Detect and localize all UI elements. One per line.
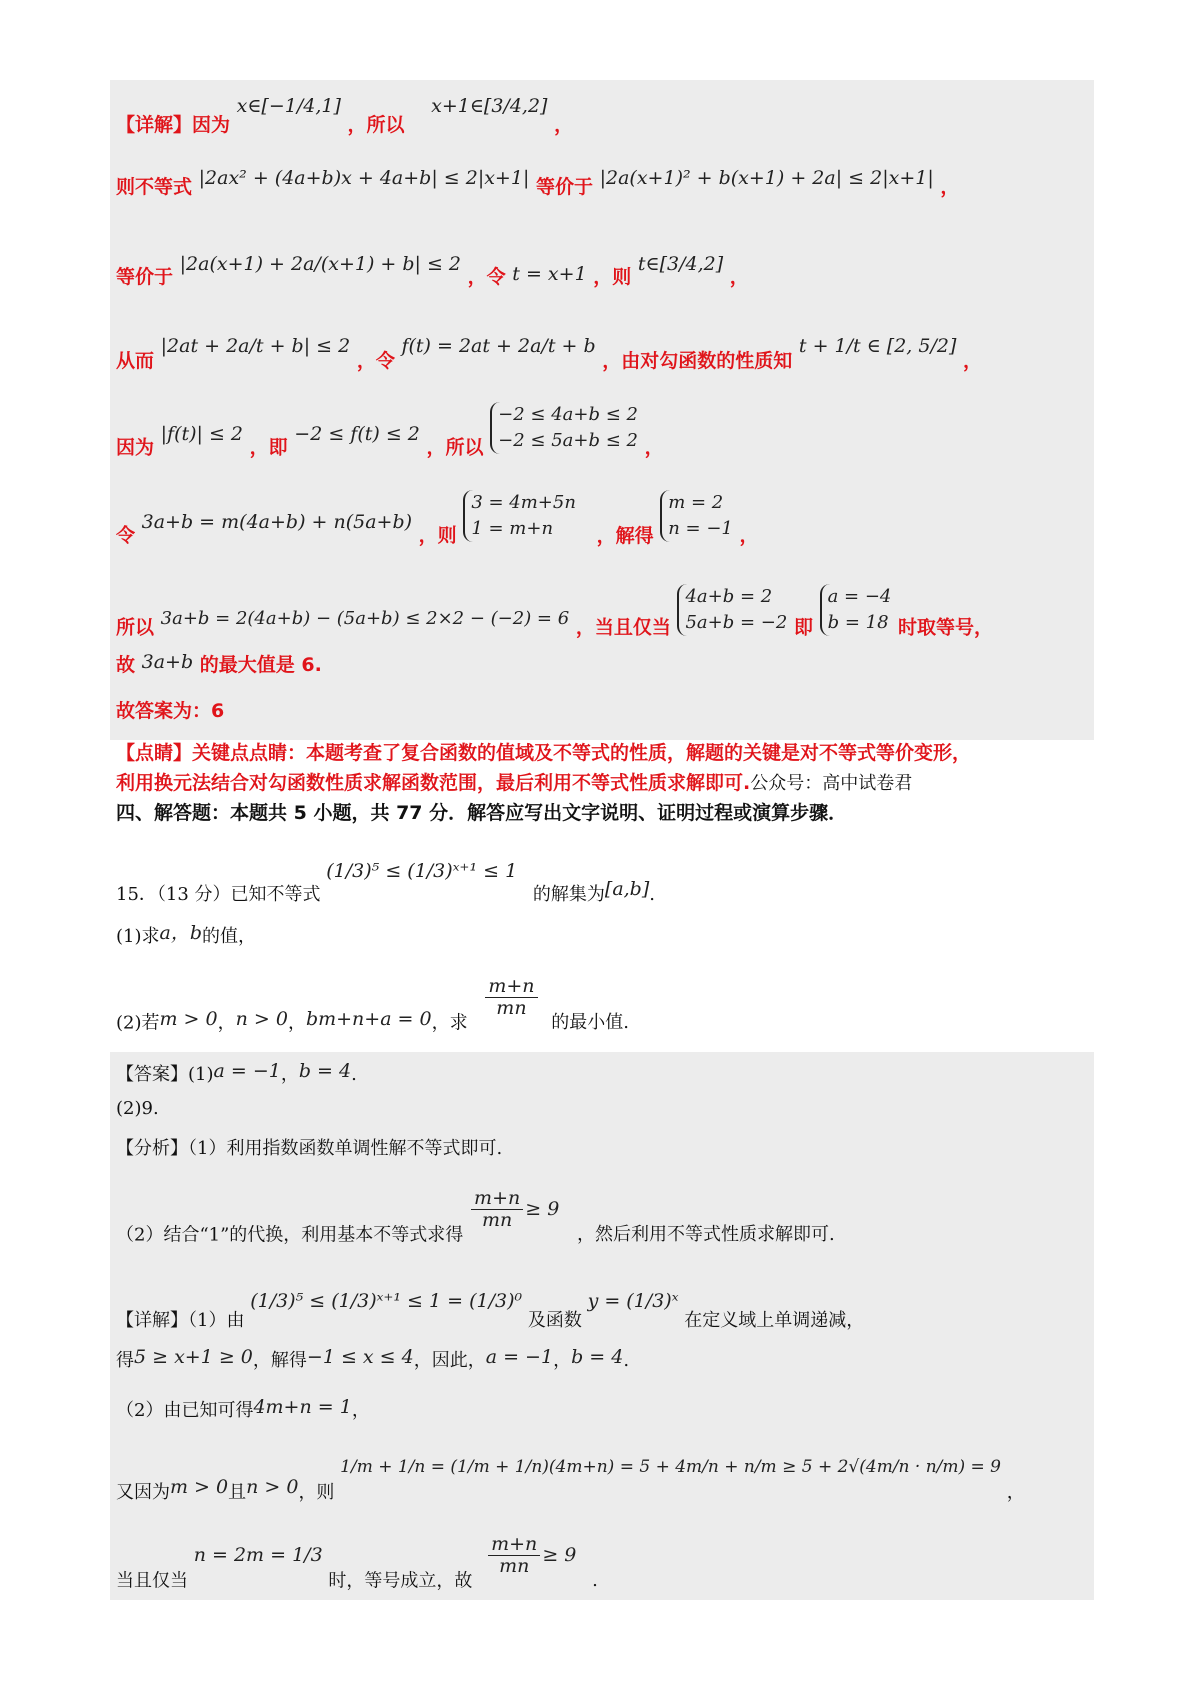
math-am-gm: 1/m + 1/n = (1/m + 1/n)(4m+n) = 5 + 4m/n + n/m ≥ 5 + 2√(4m/n · n/m) = 9 (340, 1457, 1001, 1477)
text: ，即 (249, 436, 288, 459)
detail1-line5 (116, 404, 1114, 474)
math-solution-ab (820, 584, 892, 636)
text: ， (963, 350, 983, 372)
text: 【答案】(1) (116, 1064, 214, 1085)
text: ，因此， (413, 1350, 486, 1371)
system-row: m = 2 (668, 492, 724, 513)
text: . (592, 1570, 598, 1592)
text: . (351, 1064, 357, 1085)
text: ， (1006, 1482, 1025, 1503)
analysis-line2 (116, 1187, 1114, 1257)
text: ，则 (593, 266, 632, 288)
comment-line2-red: 利用换元法结合对勾函数性质求解函数范围，最后利用不等式性质求解即可. (116, 772, 751, 794)
text: ，所以 (347, 114, 405, 136)
system-row: −2 ≤ 5a+b ≤ 2 (498, 430, 638, 452)
text: 的解集为 (532, 884, 605, 905)
math-n-positive: n > 0 (246, 1476, 299, 1498)
math-ge-9: ≥ 9 (525, 1198, 560, 1221)
detail2-line3 (116, 1396, 1114, 1422)
math-fraction-target (485, 976, 537, 1019)
math-fraction-bound (471, 1188, 523, 1231)
math-t-inequality: |2at + 2a/t + b| ≤ 2 (160, 334, 351, 357)
math-exp-bounds: 5 ≥ x+1 ≥ 0 (134, 1346, 253, 1368)
text: ，然后利用不等式性质求解即可. (577, 1224, 835, 1246)
math-system-bounds (490, 402, 638, 454)
math-3a-b: 3a+b (141, 650, 194, 673)
system-row: b = 18 (827, 612, 889, 634)
text: ，则 (418, 524, 457, 547)
text: ， (739, 524, 759, 547)
numerator: m+n (485, 976, 537, 998)
detail2-line4 (116, 1457, 1114, 1504)
text: 因为 (116, 436, 155, 459)
comment-line2-source: 公众号：高中试卷君 (750, 773, 913, 794)
system-row: 4a+b = 2 (685, 586, 773, 607)
text: 得 (116, 1350, 134, 1371)
math-substitution: t = x+1 (512, 262, 587, 285)
detail2-line5 (116, 1533, 1114, 1603)
math-exp-function: y = (1/3)ˣ (587, 1290, 679, 1312)
math-q15-inequality: (1/3)⁵ ≤ (1/3)ˣ⁺¹ ≤ 1 (326, 860, 518, 882)
math-constraint: bm+n+a = 0 (305, 1008, 432, 1031)
text: 时，等号成立，故 (328, 1570, 473, 1592)
math-ge-9: ≥ 9 (542, 1544, 577, 1567)
text: 即 (793, 616, 813, 639)
math-b-value: b = 4 (571, 1346, 624, 1368)
text: 的最大值是 6. (199, 654, 322, 676)
answer-line1 (116, 1060, 1114, 1086)
text: （2）由已知可得 (116, 1400, 254, 1421)
text: ，令 (467, 266, 506, 288)
text: 等价于 (535, 176, 593, 198)
math-ab: a，b (159, 921, 202, 944)
text: 及函数 (527, 1310, 582, 1331)
math-n-positive: n > 0 (235, 1008, 288, 1031)
text: 在定义域上单调递减， (684, 1310, 865, 1331)
denominator: mn (496, 996, 527, 1019)
math-tick-range: t + 1/t ∈ [2, 5/2] (798, 334, 957, 357)
math-a-value: a = −1 (213, 1060, 281, 1082)
text: (2)若 (116, 1012, 160, 1034)
text: (1)求 (116, 926, 160, 947)
detail2-line1 (116, 1290, 1114, 1332)
text: 则不等式 (116, 176, 193, 198)
text: 故 (116, 654, 136, 676)
text: ， (287, 1012, 306, 1034)
detail1-line6 (116, 492, 1114, 562)
text: ，所以 (426, 436, 484, 459)
section4-heading: 四、解答题：本题共 5 小题，共 77 分．解答应写出文字说明、证明过程或演算步骤． (116, 802, 848, 824)
text: ， (940, 176, 960, 198)
math-exponent-chain: (1/3)⁵ ≤ (1/3)ˣ⁺¹ ≤ 1 = (1/3)⁰ (250, 1290, 523, 1312)
q15-part1 (116, 922, 1114, 951)
text: . (649, 884, 655, 905)
math-inequality-original: |2ax² + (4a+b)x + 4a+b| ≤ 2|x+1| (198, 166, 530, 189)
math-constraint-4mn: 4m+n = 1 (253, 1396, 352, 1418)
math-fraction-result (488, 1534, 540, 1577)
detail1-line4 (116, 334, 1114, 373)
math-b-value: b = 4 (298, 1060, 352, 1082)
q15-part2 (116, 975, 1114, 1045)
math-equiv: |2a(x+1) + 2a/(x+1) + b| ≤ 2 (179, 252, 462, 275)
text: ， (729, 266, 749, 288)
text: （2）结合“1”的代换，利用基本不等式求得 (116, 1224, 464, 1246)
math-x-range: x∈[−1/4,1] (236, 94, 341, 117)
text: ，解得 (596, 524, 654, 547)
text: ， (554, 114, 574, 136)
denominator: mn (482, 1208, 513, 1231)
math-t-range: t∈[3/4,2] (637, 252, 724, 275)
text: 时取等号， (898, 616, 994, 639)
detail1-line1 (116, 90, 1114, 136)
detail1-line8 (116, 650, 1114, 677)
text: ， (280, 1064, 299, 1085)
detail2-line2 (116, 1346, 1114, 1372)
text: 等价于 (116, 266, 174, 288)
text: 令 (116, 524, 136, 547)
system-row: 5a+b = −2 (685, 612, 788, 634)
detail1-answer: 故答案为：6 (116, 700, 225, 722)
math-bound-calc: 3a+b = 2(4a+b) − (5a+b) ≤ 2×2 − (−2) = 6 (160, 607, 570, 629)
text: ，解得 (252, 1350, 307, 1371)
math-f-definition: f(t) = 2at + 2a/t + b (401, 334, 596, 357)
analysis-line1: 【分析】（1）利用指数函数单调性解不等式即可. (116, 1138, 503, 1159)
text: 15．（13 分）已知不等式 (116, 884, 321, 905)
system-row: n = −1 (668, 518, 733, 540)
system-row: 3 = 4m+5n (471, 492, 576, 513)
text: ， (644, 436, 664, 459)
math-system-equality (677, 584, 787, 636)
math-x1-range: x+1∈[3/4,2] (431, 94, 548, 117)
text: ，当且仅当 (575, 616, 671, 639)
text: 【详解】（1）由 (116, 1310, 245, 1331)
text: ，则 (298, 1482, 335, 1503)
system-row: a = −4 (827, 586, 892, 607)
text: ， (553, 1350, 572, 1371)
text: 又因为 (116, 1482, 170, 1503)
comment-line2 (116, 768, 1114, 795)
answer-line2: (2)9. (116, 1098, 159, 1119)
math-interval-ab: [a,b] (604, 878, 650, 900)
comment-line1: 【点睛】关键点点睛：本题考查了复合函数的值域及不等式的性质，解题的关键是对不等式等价变形， (116, 742, 972, 764)
denominator: mn (499, 1554, 530, 1577)
numerator: m+n (488, 1534, 540, 1556)
numerator: m+n (471, 1188, 523, 1210)
text: ， (217, 1012, 236, 1034)
text: ，求 (431, 1012, 468, 1034)
system-row: −2 ≤ 4a+b ≤ 2 (498, 404, 638, 425)
math-abs-f: |f(t)| ≤ 2 (160, 423, 244, 446)
math-a-value: a = −1 (485, 1346, 554, 1368)
q15-stem (116, 860, 1114, 906)
text: 的值， (202, 926, 256, 947)
system-row: 1 = m+n (471, 518, 554, 540)
text: 当且仅当 (116, 1570, 188, 1592)
math-linear-combo: 3a+b = m(4a+b) + n(5a+b) (141, 511, 413, 534)
math-x-solution: −1 ≤ x ≤ 4 (306, 1346, 414, 1368)
detail1-label: 【详解】因为 (116, 114, 231, 136)
text: . (623, 1350, 630, 1371)
math-system-mn (463, 490, 576, 542)
math-f-bounds: −2 ≤ f(t) ≤ 2 (294, 423, 420, 446)
text: ，由对勾函数的性质知 (602, 350, 793, 372)
text: ， (351, 1400, 370, 1421)
math-solution-mn (660, 490, 733, 542)
math-m-positive: m > 0 (159, 1008, 218, 1031)
math-m-positive: m > 0 (170, 1476, 229, 1498)
detail1-line2 (116, 166, 1114, 199)
text: 的最小值. (551, 1012, 629, 1034)
text: 所以 (116, 616, 155, 639)
text: 且 (228, 1482, 247, 1503)
math-equality-case: n = 2m = 1/3 (193, 1544, 323, 1567)
text: 从而 (116, 350, 155, 372)
detail1-line3 (116, 252, 1114, 289)
math-inequality-rewritten: |2a(x+1)² + b(x+1) + 2a| ≤ 2|x+1| (599, 166, 934, 189)
text: ，令 (356, 350, 395, 372)
detail1-line7 (116, 586, 1114, 654)
